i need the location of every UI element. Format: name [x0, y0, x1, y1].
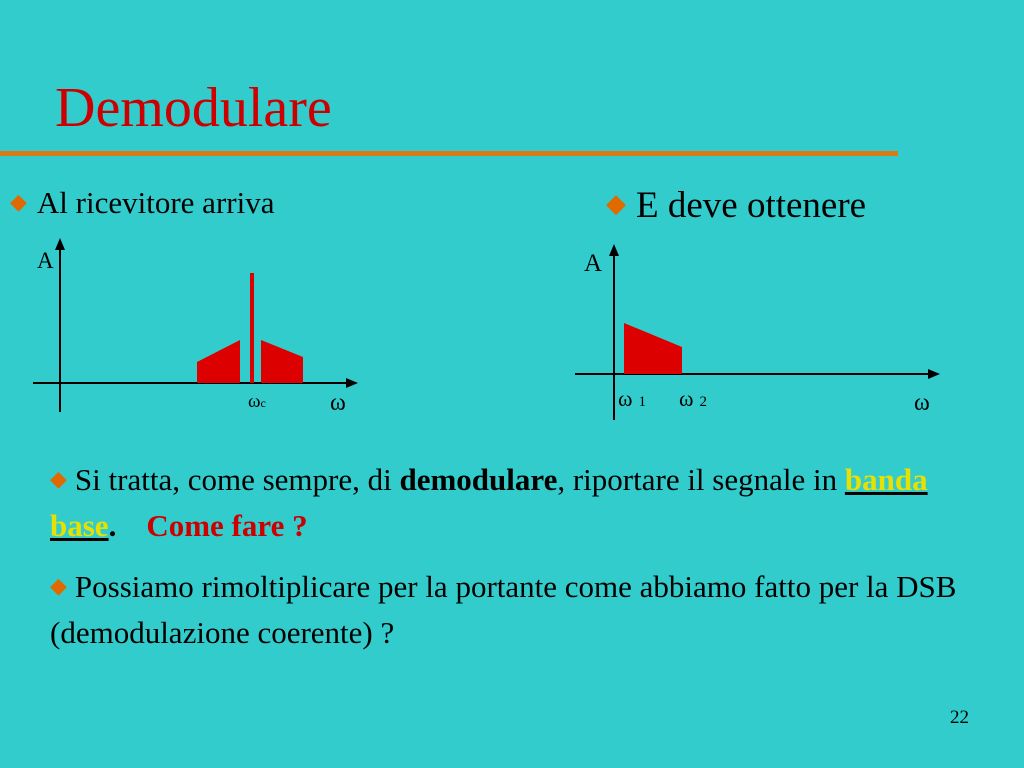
- question-come-fare: Come fare ?: [146, 508, 308, 543]
- diamond-bullet-icon: ◆: [10, 189, 27, 214]
- carrier-freq-label: ωc: [248, 391, 266, 412]
- lower-sideband: [197, 340, 240, 383]
- diamond-bullet-icon: ◆: [606, 189, 626, 218]
- received-spectrum-diagram: [0, 230, 380, 430]
- banda-base-term: banda base: [50, 462, 928, 543]
- left-bullet: [10, 186, 274, 220]
- slide-title: Demodulare: [55, 77, 332, 139]
- x-axis-arrow-icon: [346, 378, 358, 388]
- left-bullet-text: Al ricevitore arriva: [36, 185, 275, 220]
- baseband-spectrum-diagram: [560, 230, 960, 430]
- carrier-line: [250, 273, 254, 383]
- diamond-bullet-icon: ◆: [50, 573, 67, 598]
- demodulare-term: demodulare: [399, 462, 558, 497]
- y-axis-label: A: [584, 250, 603, 277]
- baseband-signal: [624, 323, 682, 374]
- x-axis-arrow-icon: [928, 369, 940, 379]
- upper-sideband: [261, 340, 303, 383]
- title-divider: [0, 151, 898, 156]
- y-axis-arrow-icon: [55, 238, 65, 250]
- right-bullet-text: E deve ottenere: [636, 185, 867, 226]
- paragraph-demodulate: ◆ Si tratta, come sempre, di demodulare, riportare il segnale in banda base. Come fare ?: [50, 462, 928, 543]
- w1-label: ω 1: [618, 386, 646, 411]
- slide-number: 22: [950, 707, 969, 728]
- diamond-bullet-icon: ◆: [50, 466, 67, 491]
- y-axis-arrow-icon: [609, 244, 619, 256]
- x-axis-label: ω: [330, 390, 346, 416]
- right-bullet: [606, 186, 866, 227]
- paragraph-possiamo: ◆ Possiamo rimoltiplicare per la portante come abbiamo fatto per la DSB (demodulazione coerente) ?: [50, 569, 957, 650]
- w2-label: ω 2: [679, 386, 707, 411]
- x-axis-label: ω: [914, 390, 930, 416]
- y-axis-label: A: [37, 248, 54, 273]
